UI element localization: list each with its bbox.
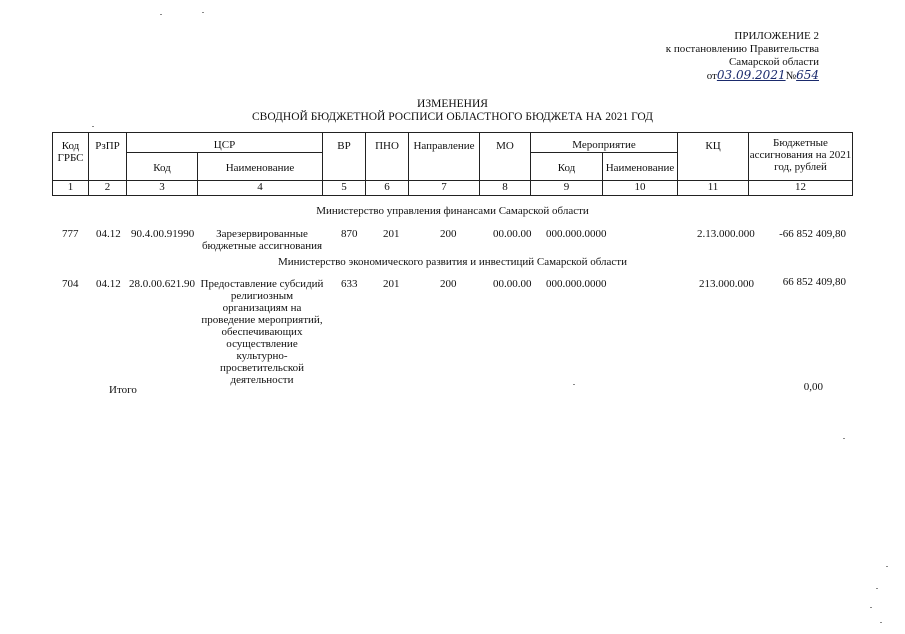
scan-speck [876, 588, 878, 589]
handwritten-date: 03.09.2021 [716, 68, 786, 82]
row-pno: 201 [383, 228, 400, 240]
column-number: 2 [89, 181, 127, 196]
header-meropriyatie: Мероприятие [531, 133, 678, 153]
column-number: 1 [53, 181, 89, 196]
row-grbs: 704 [62, 278, 79, 290]
header-csr-kod: Код [127, 153, 198, 181]
header-csr-name: Наименование [198, 153, 323, 181]
row-rzpr: 04.12 [96, 228, 121, 240]
row-pno: 201 [383, 278, 400, 290]
row-csr-name: Предоставление субсидий религиозным организациям на проведение мероприятий, обеспечивающих осуществление культурно-просветительской деятельности [200, 278, 324, 386]
column-number: 3 [127, 181, 198, 196]
row-mo: 00.00.00 [493, 278, 532, 290]
department-heading: Министерство экономического развития и инвестиций Самарской области [277, 256, 627, 268]
total-amount: 0,00 [803, 381, 823, 393]
scan-speck [870, 607, 872, 608]
appendix-region: Самарской области [728, 56, 819, 68]
scan-speck [843, 438, 845, 439]
date-prefix: от [706, 70, 717, 82]
column-number: 8 [480, 181, 531, 196]
row-csr-kod: 90.4.00.91990 [131, 228, 195, 240]
scan-speck [92, 126, 94, 127]
appendix-reference: к постановлению Правительства [665, 43, 819, 55]
number-prefix: № [785, 70, 797, 82]
row-csr-kod: 28.0.00.621.90 [129, 278, 195, 290]
header-mer-kod: Код [531, 153, 603, 181]
row-vr: 870 [341, 228, 358, 240]
header-kod-grbs: Код ГРБС [53, 133, 89, 181]
row-mer-kod: 000.000.0000 [546, 228, 607, 240]
row-grbs: 777 [62, 228, 79, 240]
appendix-date-line [666, 69, 819, 83]
header-mo: МО [480, 133, 531, 181]
column-number: 6 [366, 181, 409, 196]
handwritten-number: 654 [796, 68, 819, 82]
scan-speck [160, 14, 162, 15]
column-number: 10 [603, 181, 678, 196]
scan-speck [886, 566, 888, 567]
header-budget: Бюджетные ассигнования на 2021 год, рублей [749, 133, 853, 181]
department-heading: Министерство управления финансами Самарской области [316, 205, 589, 217]
row-napravlenie: 200 [440, 278, 457, 290]
column-number: 12 [749, 181, 853, 196]
row-kc: 213.000.000 [699, 278, 754, 290]
column-number: 7 [409, 181, 480, 196]
header-mer-name: Наименование [603, 153, 678, 181]
header-table [52, 132, 853, 196]
row-mo: 00.00.00 [493, 228, 532, 240]
scan-speck [573, 384, 575, 385]
row-csr-name: Зарезервированные бюджетные ассигнования [201, 228, 323, 252]
column-number: 4 [198, 181, 323, 196]
scan-speck [202, 12, 204, 13]
document-title: ИЗМЕНЕНИЯ [417, 98, 488, 110]
header-pno: ПНО [366, 133, 409, 181]
row-amount: -66 852 409,80 [779, 228, 846, 240]
total-label: Итого [109, 384, 137, 396]
column-number: 11 [678, 181, 749, 196]
row-rzpr: 04.12 [96, 278, 121, 290]
row-kc: 2.13.000.000 [697, 228, 755, 240]
header-vr: ВР [323, 133, 366, 181]
column-number: 9 [531, 181, 603, 196]
header-kc: КЦ [678, 133, 749, 181]
header-rzpr: РзПР [89, 133, 127, 181]
row-vr: 633 [341, 278, 358, 290]
row-mer-kod: 000.000.0000 [546, 278, 607, 290]
scan-speck [880, 622, 882, 623]
appendix-block [666, 30, 819, 83]
row-amount: 66 852 409,80 [782, 276, 846, 288]
header-csr: ЦСР [127, 133, 323, 153]
column-number: 5 [323, 181, 366, 196]
header-napravlenie: Направление [409, 133, 480, 181]
appendix-title: ПРИЛОЖЕНИЕ 2 [734, 30, 819, 42]
row-napravlenie: 200 [440, 228, 457, 240]
document-subtitle: СВОДНОЙ БЮДЖЕТНОЙ РОСПИСИ ОБЛАСТНОГО БЮДЖЕТА НА 2021 ГОД [251, 111, 654, 123]
